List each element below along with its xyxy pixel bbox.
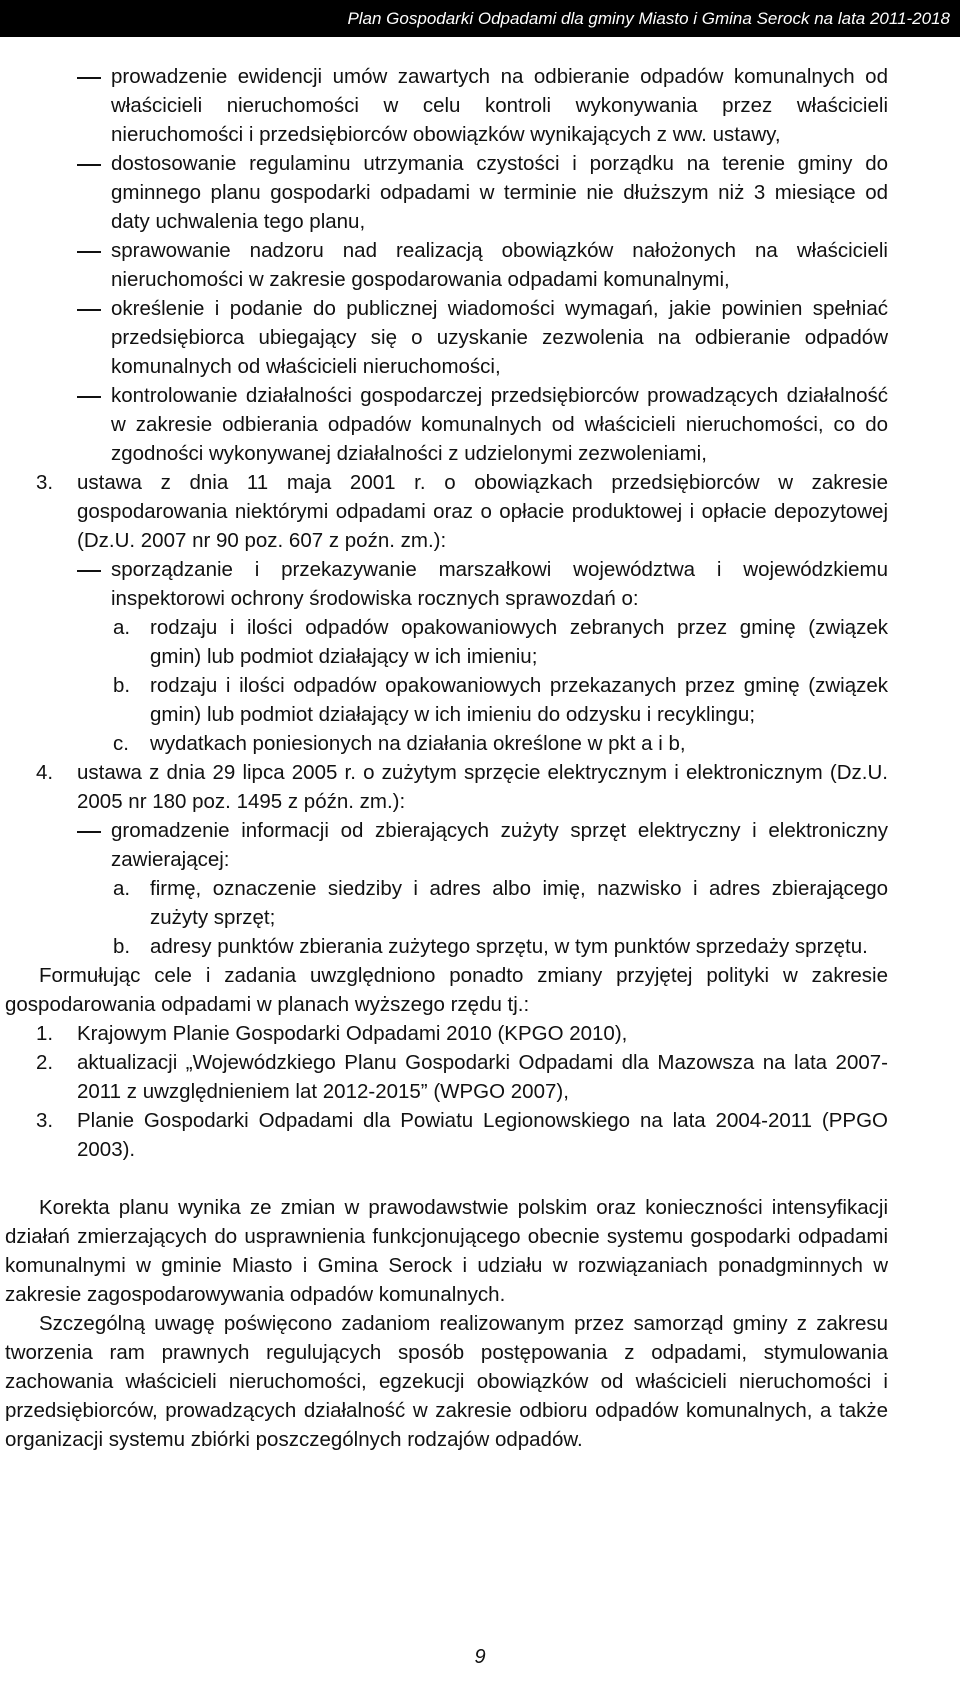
item-text: firmę, oznaczenie siedziby i adres albo imię, nazwisko i adres zbierającego zużyty sprzęt; [150, 877, 888, 929]
item-text: ustawa z dnia 29 lipca 2005 r. o zużytym sprzęcie elektrycznym i elektronicznym (Dz.U. 2005 nr 180 poz. 1495 z późn. zm.): [77, 761, 888, 813]
body-paragraph: Korekta planu wynika ze zmian w prawodawstwie polskim oraz konieczności intensyfikacji działań zmierzających do usprawnienia funkcjonującego obecnie systemu gospodarki odpadami komunalnymi w gminie Miasto i Gmina Serock i udziału w rozwiązaniach ponadgminnych w zakresie zagospodarowywania odpadów komunalnych. [5, 1196, 888, 1306]
plan-item [0, 1048, 960, 1106]
item-text: adresy punktów zbierania zużytego sprzętu, w tym punktów sprzedaży sprzętu. [150, 935, 868, 958]
list-item: sprawowanie nadzoru nad realizacją obowiązków nałożonych na właścicieli nieruchomości w zakresie gospodarowania odpadami komunalnymi, [0, 236, 960, 294]
numbered-item-4 [0, 758, 960, 816]
item-marker: 2. [36, 1051, 54, 1074]
document-body [0, 62, 960, 1454]
intro-paragraph: Formułując cele i zadania uwzględniono ponadto zmiany przyjętej polityki w zakresie gospodarowania odpadami w planach wyższego rzędu tj.: [5, 964, 888, 1016]
item-text: aktualizacji „Wojewódzkiego Planu Gospodarki Odpadami dla Mazowsza na lata 2007- 2011 z uwzględnieniem lat 2012-2015” (WPGO 2007), [77, 1051, 888, 1103]
list-item: kontrolowanie działalności gospodarczej przedsiębiorców prowadzących działalność w zakresie odbierania odpadów komunalnych od właścicieli nieruchomości, co do zgodności wykonywanej działalności z udzielonymi zezwoleniami, [0, 381, 960, 468]
plan-item [0, 1019, 960, 1048]
item-marker: a. [113, 616, 131, 639]
item-text: rodzaju i ilości odpadów opakowaniowych przekazanych przez gminę (związek gmin) lub podmiot działający w ich imieniu do odzysku i recyklingu; [150, 674, 888, 726]
item-text: rodzaju i ilości odpadów opakowaniowych zebranych przez gminę (związek gmin) lub podmiot działający w ich imieniu; [150, 616, 888, 668]
list-item: gromadzenie informacji od zbierających zużyty sprzęt elektryczny i elektroniczny zawierającej: [0, 816, 960, 874]
lettered-item [0, 613, 960, 671]
lettered-item [0, 874, 960, 932]
lettered-item [0, 932, 960, 961]
list-item: sporządzanie i przekazywanie marszałkowi województwa i wojewódzkiemu inspektorowi ochrony środowiska rocznych sprawozdań o: [0, 555, 960, 613]
list-item: określenie i podanie do publicznej wiadomości wymagań, jakie powinien spełniać przedsiębiorca ubiegający się o uzyskanie zezwolenia na odbieranie odpadów komunalnych od właścicieli nieruchomości, [0, 294, 960, 381]
item-marker: 4. [36, 761, 54, 784]
page-number: 9 [474, 1646, 486, 1668]
page-header: Plan Gospodarki Odpadami dla gminy Miasto i Gmina Serock na lata 2011-2018 [0, 0, 960, 37]
lettered-item [0, 729, 960, 758]
item-marker: 3. [36, 1109, 54, 1132]
item-marker: b. [113, 935, 131, 958]
plan-item [0, 1106, 960, 1164]
item-marker: 1. [36, 1022, 54, 1045]
body-paragraph: Szczególną uwagę poświęcono zadaniom realizowanym przez samorząd gminy z zakresu tworzenia ram prawnych regulujących sposób postępowania z odpadami, stymulowania zachowania właścicieli nieruchomości, egzekucji obowiązków od właścicieli nieruchomości i przedsiębiorców, prowadzących działalność w zakresie odbioru odpadów komunalnych, a także organizacji systemu zbiórki poszczególnych rodzajów odpadów. [5, 1312, 888, 1451]
item-marker: b. [113, 674, 131, 697]
item-marker: a. [113, 877, 131, 900]
list-item: prowadzenie ewidencji umów zawartych na odbieranie odpadów komunalnych od właścicieli nieruchomości w celu kontroli wykonywania przez właścicieli nieruchomości i przedsiębiorców obowiązków wynikających z ww. ustawy, [0, 62, 960, 149]
list-item: dostosowanie regulaminu utrzymania czystości i porządku na terenie gminy do gminnego planu gospodarki odpadami w terminie nie dłuższym niż 3 miesiące od daty uchwalenia tego planu, [0, 149, 960, 236]
item-marker: 3. [36, 471, 54, 494]
item-marker: c. [113, 732, 129, 755]
item-text: wydatkach poniesionych na działania określone w pkt a i b, [150, 732, 686, 755]
numbered-item-3 [0, 468, 960, 555]
item-text: ustawa z dnia 11 maja 2001 r. o obowiązkach przedsiębiorców w zakresie gospodarowania niektórymi odpadami oraz o opłacie produktowej i opłacie depozytowej (Dz.U. 2007 nr 90 poz. 607 z poźn. zm.): [77, 471, 888, 552]
spacer [0, 1164, 960, 1193]
item-text: Krajowym Planie Gospodarki Odpadami 2010 (KPGO 2010), [77, 1022, 628, 1045]
item-text: Planie Gospodarki Odpadami dla Powiatu Legionowskiego na lata 2004-2011 (PPGO 2003). [77, 1109, 888, 1161]
lettered-item [0, 671, 960, 729]
